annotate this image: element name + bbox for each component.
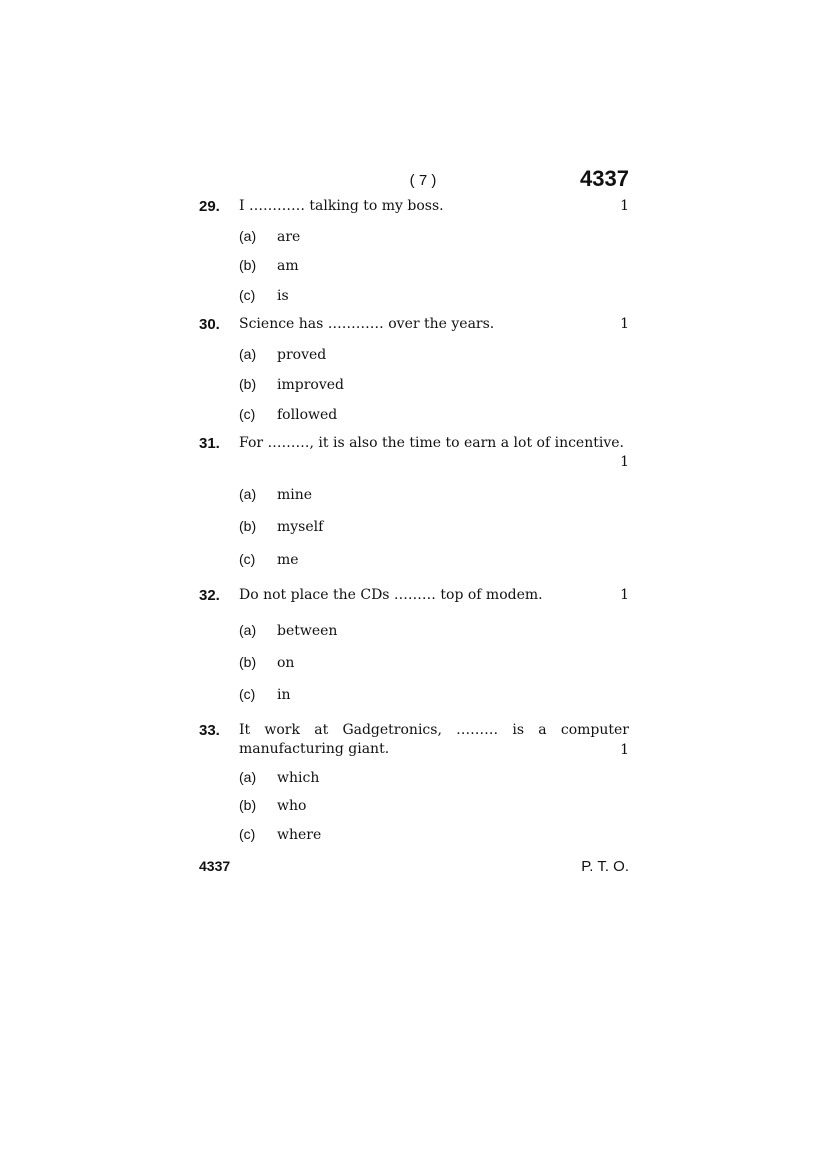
option-c: [239, 825, 321, 845]
option-text: are: [277, 229, 301, 245]
option-b: [239, 653, 294, 673]
option-a: [239, 227, 300, 247]
option-text: improved: [277, 377, 344, 393]
option-letter: (a): [239, 228, 257, 244]
option-letter: (b): [239, 518, 257, 534]
option-letter: (c): [239, 551, 256, 567]
option-a: [239, 768, 319, 788]
option-text: who: [277, 798, 307, 814]
question-number: 29.: [199, 198, 220, 215]
option-letter: (c): [239, 826, 256, 842]
question-text: Do not place the CDs ……… top of modem.: [239, 587, 543, 603]
option-letter: (b): [239, 654, 257, 670]
question-marks: 1: [620, 316, 629, 332]
option-letter: (b): [239, 376, 257, 392]
option-b: [239, 517, 323, 537]
question-text: I ………… talking to my boss.: [239, 198, 444, 214]
question-marks: 1: [620, 587, 629, 603]
question-number: 33.: [199, 722, 220, 739]
please-turn-over: P. T. O.: [581, 858, 629, 875]
option-letter: (c): [239, 406, 256, 422]
question-marks: 1: [620, 198, 629, 214]
question-number: 31.: [199, 435, 220, 452]
option-text: in: [277, 687, 291, 703]
option-text: which: [277, 770, 320, 786]
paper-code-header: 4337: [580, 166, 629, 191]
option-letter: (a): [239, 486, 257, 502]
option-text: followed: [277, 407, 338, 423]
question-text: It work at Gadgetronics, ……… is a computer manufacturing giant.: [239, 722, 629, 757]
question-marks: 1: [620, 742, 629, 758]
option-letter: (c): [239, 686, 256, 702]
option-b: [239, 375, 344, 395]
option-text: am: [277, 258, 299, 274]
option-c: [239, 685, 291, 705]
question-marks: 1: [620, 454, 629, 470]
question-text: For ………, it is also the time to earn a lot of incentive.: [239, 435, 624, 451]
option-letter: (a): [239, 622, 257, 638]
option-letter: (b): [239, 257, 257, 273]
question-number: 32.: [199, 587, 220, 604]
option-text: where: [277, 827, 322, 843]
option-text: proved: [277, 347, 327, 363]
option-b: [239, 796, 306, 816]
option-text: between: [277, 623, 338, 639]
option-c: [239, 550, 299, 570]
paper-code-footer: 4337: [199, 858, 231, 874]
question-text: Science has ………… over the years.: [239, 316, 495, 332]
option-letter: (a): [239, 346, 257, 362]
option-letter: (b): [239, 797, 257, 813]
option-text: mine: [277, 487, 313, 503]
option-text: on: [277, 655, 295, 671]
page-number: ( 7 ): [409, 172, 437, 189]
option-a: [239, 345, 326, 365]
option-letter: (a): [239, 769, 257, 785]
option-b: [239, 256, 299, 276]
option-text: is: [277, 288, 289, 304]
option-letter: (c): [239, 287, 256, 303]
option-text: myself: [277, 519, 324, 535]
option-c: [239, 286, 289, 306]
option-a: [239, 621, 337, 641]
option-c: [239, 405, 337, 425]
option-a: [239, 485, 312, 505]
question-number: 30.: [199, 316, 220, 333]
option-text: me: [277, 552, 299, 568]
